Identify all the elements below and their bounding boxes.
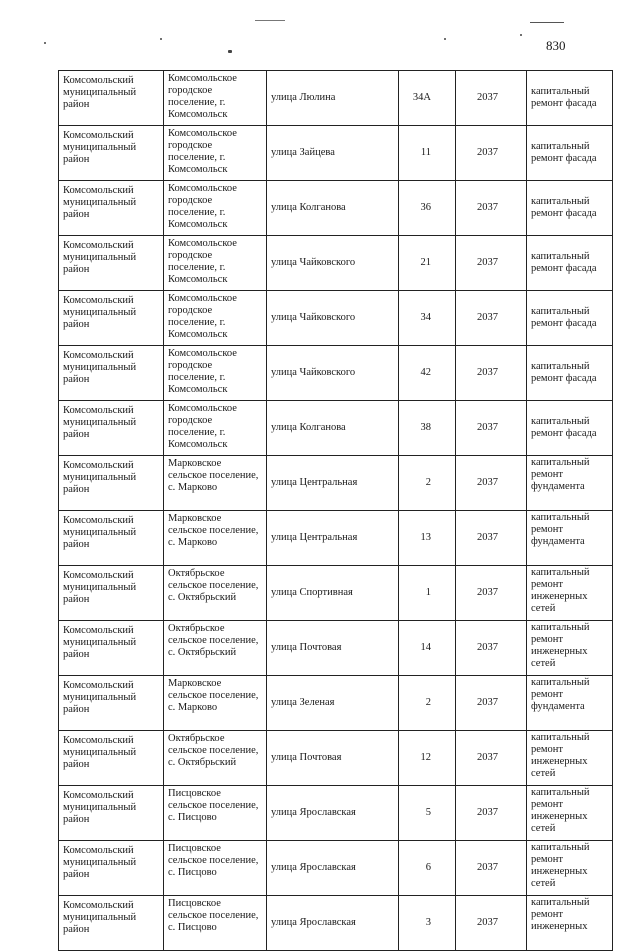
street-cell: улица Колганова	[267, 181, 399, 236]
house-number-cell: 2	[399, 676, 456, 731]
year-cell: 2037	[456, 511, 527, 566]
settlement-cell: Марковское сельское поселение, с. Марково	[164, 676, 267, 731]
work-type-cell: капитальный ремонт фундамента	[527, 456, 613, 511]
year-cell: 2037	[456, 621, 527, 676]
page-number: 830	[546, 38, 566, 53]
scan-mark-right	[530, 22, 564, 23]
year-cell: 2037	[456, 731, 527, 786]
work-type-cell: капитальный ремонт фундамента	[527, 511, 613, 566]
scan-speck	[228, 50, 232, 53]
house-number-cell: 42	[399, 346, 456, 401]
year-cell: 2037	[456, 346, 527, 401]
street-cell: улица Центральная	[267, 456, 399, 511]
district-cell: Комсомольский муниципальный район	[59, 566, 164, 621]
work-type-cell: капитальный ремонт инженерных сетей	[527, 786, 613, 841]
settlement-cell: Комсомольское городское поселение, г. Комсомольск	[164, 401, 267, 456]
settlement-cell: Писцовское сельское поселение, с. Писцово	[164, 896, 267, 951]
house-number-cell: 13	[399, 511, 456, 566]
house-number-cell: 36	[399, 181, 456, 236]
settlement-cell: Октябрьское сельское поселение, с. Октябрьский	[164, 621, 267, 676]
settlement-cell: Октябрьское сельское поселение, с. Октябрьский	[164, 731, 267, 786]
scan-speck	[44, 42, 46, 44]
year-cell: 2037	[456, 401, 527, 456]
settlement-cell: Марковское сельское поселение, с. Марково	[164, 511, 267, 566]
house-number-cell: 5	[399, 786, 456, 841]
district-cell: Комсомольский муниципальный район	[59, 181, 164, 236]
street-cell: улица Чайковского	[267, 346, 399, 401]
year-cell: 2037	[456, 236, 527, 291]
table-row	[59, 786, 613, 841]
house-number-cell: 21	[399, 236, 456, 291]
year-cell: 2037	[456, 896, 527, 951]
work-type-cell: капитальный ремонт фасада	[527, 126, 613, 181]
district-cell: Комсомольский муниципальный район	[59, 786, 164, 841]
district-cell: Комсомольский муниципальный район	[59, 126, 164, 181]
work-type-cell: капитальный ремонт фасада	[527, 401, 613, 456]
settlement-cell: Комсомольское городское поселение, г. Комсомольск	[164, 346, 267, 401]
district-cell: Комсомольский муниципальный район	[59, 896, 164, 951]
street-cell: улица Почтовая	[267, 731, 399, 786]
district-cell: Комсомольский муниципальный район	[59, 621, 164, 676]
scan-speck	[444, 38, 446, 40]
table-row	[59, 511, 613, 566]
work-type-cell: капитальный ремонт фасада	[527, 346, 613, 401]
settlement-cell: Комсомольское городское поселение, г. Комсомольск	[164, 291, 267, 346]
district-cell: Комсомольский муниципальный район	[59, 401, 164, 456]
year-cell: 2037	[456, 181, 527, 236]
year-cell: 2037	[456, 676, 527, 731]
house-number-cell: 34	[399, 291, 456, 346]
house-number-cell: 2	[399, 456, 456, 511]
street-cell: улица Спортивная	[267, 566, 399, 621]
district-cell: Комсомольский муниципальный район	[59, 511, 164, 566]
work-type-cell: капитальный ремонт инженерных сетей	[527, 731, 613, 786]
street-cell: улица Почтовая	[267, 621, 399, 676]
year-cell: 2037	[456, 456, 527, 511]
street-cell: улица Колганова	[267, 401, 399, 456]
settlement-cell: Комсомольское городское поселение, г. Комсомольск	[164, 126, 267, 181]
table-row	[59, 841, 613, 896]
district-cell: Комсомольский муниципальный район	[59, 841, 164, 896]
work-type-cell: капитальный ремонт фасада	[527, 291, 613, 346]
table-row	[59, 566, 613, 621]
table-row	[59, 126, 613, 181]
table-row	[59, 71, 613, 126]
house-number-cell: 3	[399, 896, 456, 951]
table-row	[59, 346, 613, 401]
house-number-cell: 14	[399, 621, 456, 676]
district-cell: Комсомольский муниципальный район	[59, 71, 164, 126]
work-type-cell: капитальный ремонт инженерных сетей	[527, 621, 613, 676]
street-cell: улица Центральная	[267, 511, 399, 566]
street-cell: улица Чайковского	[267, 291, 399, 346]
year-cell: 2037	[456, 291, 527, 346]
street-cell: улица Ярославская	[267, 786, 399, 841]
scan-speck	[520, 34, 522, 36]
year-cell: 2037	[456, 126, 527, 181]
housing-repair-table	[58, 70, 613, 951]
house-number-cell: 1	[399, 566, 456, 621]
district-cell: Комсомольский муниципальный район	[59, 456, 164, 511]
house-number-cell: 34А	[399, 71, 456, 126]
settlement-cell: Октябрьское сельское поселение, с. Октябрьский	[164, 566, 267, 621]
settlement-cell: Писцовское сельское поселение, с. Писцово	[164, 786, 267, 841]
table-row	[59, 456, 613, 511]
street-cell: улица Зеленая	[267, 676, 399, 731]
scan-mark-top	[255, 20, 285, 21]
table-row	[59, 621, 613, 676]
house-number-cell: 6	[399, 841, 456, 896]
district-cell: Комсомольский муниципальный район	[59, 291, 164, 346]
work-type-cell: капитальный ремонт фасада	[527, 181, 613, 236]
settlement-cell: Комсомольское городское поселение, г. Комсомольск	[164, 181, 267, 236]
district-cell: Комсомольский муниципальный район	[59, 236, 164, 291]
district-cell: Комсомольский муниципальный район	[59, 731, 164, 786]
table-row	[59, 291, 613, 346]
street-cell: улица Люлина	[267, 71, 399, 126]
settlement-cell: Писцовское сельское поселение, с. Писцово	[164, 841, 267, 896]
year-cell: 2037	[456, 566, 527, 621]
table-row	[59, 731, 613, 786]
street-cell: улица Чайковского	[267, 236, 399, 291]
year-cell: 2037	[456, 841, 527, 896]
street-cell: улица Ярославская	[267, 841, 399, 896]
street-cell: улица Ярославская	[267, 896, 399, 951]
work-type-cell: капитальный ремонт инженерных сетей	[527, 841, 613, 896]
table-row	[59, 236, 613, 291]
settlement-cell: Комсомольское городское поселение, г. Комсомольск	[164, 71, 267, 126]
table-row	[59, 401, 613, 456]
scan-speck	[160, 38, 162, 40]
work-type-cell: капитальный ремонт фундамента	[527, 676, 613, 731]
street-cell: улица Зайцева	[267, 126, 399, 181]
work-type-cell: капитальный ремонт фасада	[527, 71, 613, 126]
work-type-cell: капитальный ремонт инженерных сетей	[527, 566, 613, 621]
house-number-cell: 38	[399, 401, 456, 456]
table-row	[59, 896, 613, 951]
table-row	[59, 676, 613, 731]
settlement-cell: Комсомольское городское поселение, г. Комсомольск	[164, 236, 267, 291]
work-type-cell: капитальный ремонт инженерных	[527, 896, 613, 951]
house-number-cell: 11	[399, 126, 456, 181]
work-type-cell: капитальный ремонт фасада	[527, 236, 613, 291]
year-cell: 2037	[456, 71, 527, 126]
table-row	[59, 181, 613, 236]
house-number-cell: 12	[399, 731, 456, 786]
year-cell: 2037	[456, 786, 527, 841]
district-cell: Комсомольский муниципальный район	[59, 346, 164, 401]
settlement-cell: Марковское сельское поселение, с. Марково	[164, 456, 267, 511]
district-cell: Комсомольский муниципальный район	[59, 676, 164, 731]
